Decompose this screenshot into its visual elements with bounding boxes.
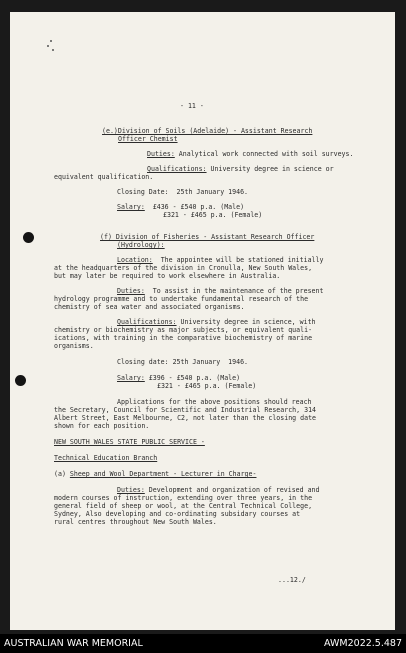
- soils-duties: [147, 151, 353, 159]
- fisheries-qualifications-line2: chemistry or biochemistry as major subjects, or equivalent quali-: [54, 326, 313, 334]
- qualifications-text: University degree in science or: [210, 165, 334, 173]
- fisheries-qualifications-line4: organisms.: [54, 342, 94, 350]
- applications-line4: shown for each position.: [54, 422, 150, 430]
- salary-label: Salary:: [117, 203, 145, 211]
- fisheries-duties-line3: chemistry of sea water and associated organisms.: [54, 303, 245, 311]
- location-label: Location:: [117, 256, 153, 264]
- paper-speck: [50, 40, 52, 42]
- soils-qualifications: [147, 166, 334, 174]
- paper-speck: [52, 49, 54, 51]
- salary-male: £396 - £540 p.a. (Male): [148, 374, 241, 382]
- fisheries-closing-date: Closing date: 25th January 1946.: [117, 358, 249, 366]
- qualifications-text: University degree in science, with: [180, 318, 316, 326]
- continuation-marker: ...12./: [278, 576, 306, 584]
- fisheries-location-line3: but may later be required to work elsewhere in Australia.: [54, 272, 281, 280]
- qualifications-label: Qualifications:: [147, 165, 207, 173]
- applications-line2: the Secretary, Council for Scientific and Industrial Research, 314: [54, 406, 317, 414]
- fisheries-heading-cont: (Hydrology):: [117, 241, 165, 249]
- fisheries-location-line2: at the headquarters of the division in Cronulla, New South Wales,: [54, 264, 313, 272]
- duties-label: Duties:: [147, 150, 175, 158]
- duties-text: To assist in the maintenance of the present: [152, 287, 324, 295]
- soils-heading: (e.)Division of Soils (Adelaide) - Assistant Research: [102, 127, 313, 135]
- punch-hole: [15, 375, 26, 386]
- fisheries-qualifications-line3: ications, with training in the comparative biochemistry of marine: [54, 334, 313, 342]
- duties-label: Duties:: [117, 486, 145, 494]
- qualifications-label: Qualifications:: [117, 318, 177, 326]
- nsw-duties-line4: Sydney, Also developing and co-ordinating subsidary courses at: [54, 510, 301, 518]
- duties-text: Analytical work connected with soil surveys.: [178, 150, 354, 158]
- punch-hole: [23, 232, 34, 243]
- nsw-heading: NEW SOUTH WALES STATE PUBLIC SERVICE -: [54, 438, 205, 446]
- soils-closing-date: Closing Date: 25th January 1946.: [117, 188, 249, 196]
- footer-bar: [0, 634, 406, 653]
- nsw-duties-line5: rural centres throughout New South Wales.: [54, 518, 217, 526]
- applications-line3: Albert Street, East Melbourne, C2, not later than the closing date: [54, 414, 317, 422]
- fisheries-duties-line2: hydrology programme and to undertake fundamental research of the: [54, 295, 309, 303]
- soils-heading-cont: Officer Chemist: [118, 135, 178, 143]
- nsw-sheep-heading: [54, 471, 256, 479]
- sheep-prefix: (a): [54, 470, 70, 478]
- location-text: The appointee will be stationed initially: [160, 256, 324, 264]
- footer-accession-id: AWM2022.5.487: [324, 638, 402, 649]
- soils-qualifications-cont: equivalent qualification.: [54, 173, 154, 181]
- nsw-duties-line2: modern courses of instruction, extending over three years, in the: [54, 494, 313, 502]
- document-page: [10, 12, 395, 630]
- salary-male: £436 - £540 p.a. (Male): [152, 203, 245, 211]
- fisheries-heading: (f) Division of Fisheries - Assistant Research Officer: [100, 233, 315, 241]
- duties-text: Development and organization of revised and: [148, 486, 320, 494]
- fisheries-salary-female: £321 - £465 p.a. (Female): [157, 382, 257, 390]
- salary-label: Salary:: [117, 374, 145, 382]
- sheep-heading-text: Sheep and Wool Department - Lecturer in Charge-: [69, 470, 257, 478]
- paper-speck: [47, 45, 49, 47]
- footer-institution: AUSTRALIAN WAR MEMORIAL: [4, 638, 143, 649]
- nsw-duties-line3: general field of sheep or wool, at the Central Technical College,: [54, 502, 313, 510]
- soils-salary-female: £321 - £465 p.a. (Female): [163, 211, 263, 219]
- applications-line1: Applications for the above positions should reach: [117, 398, 312, 406]
- nsw-branch: Technical Education Branch: [54, 454, 158, 462]
- duties-label: Duties:: [117, 287, 145, 295]
- page-number: - 11 -: [180, 102, 204, 110]
